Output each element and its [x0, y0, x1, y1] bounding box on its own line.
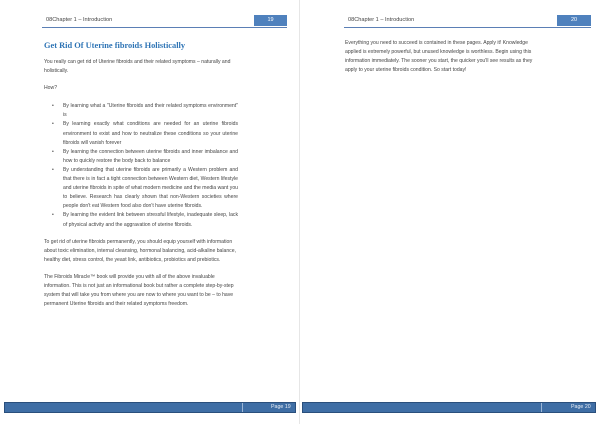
footer-divider — [541, 403, 542, 412]
page-header-text: 08Chapter 1 – Introduction — [348, 17, 415, 23]
page-number-tab: 20 — [557, 15, 591, 26]
how-label: How? — [44, 85, 58, 92]
page-title: Get Rid Of Uterine fibroids Holistically — [44, 41, 186, 50]
page-header-text: 08Chapter 1 – Introduction — [46, 17, 113, 23]
list-item: • By understanding that uterine fibroids are primarily a Western problem and that there is in fact a tight connection between Western diet, Western lifestyle and uterine fibroids in spite of what modern medicine and the media want you to believe. Research has clearly shown that non-Western societies where people don't eat Western food also don't have uterine fibroids. — [52, 166, 238, 210]
page-footer-bar — [302, 402, 596, 413]
header-rule — [344, 27, 591, 28]
closing-paragraph: Everything you need to succeed is contained in these pages. Apply it! Knowledge applied is extremely powerful, but unused knowledge is worthless. Begin using this information immediately. The sooner you start, the quicker you'll see results as they apply to your uterine fibroids condition. So start today! — [345, 40, 533, 74]
right-body — [345, 39, 541, 75]
intro-paragraph: You really can get rid of Uterine fibroids and their related symptoms – naturally and holistically. — [44, 59, 231, 75]
right-page — [300, 0, 600, 424]
page-footer-bar — [4, 402, 296, 413]
footer-page-label: Page 19 — [271, 404, 291, 410]
header-rule — [42, 27, 287, 28]
list-item: • By learning the connection between uterine fibroids and inner imbalance and how to quickly restore the body back to balance — [52, 148, 238, 164]
list-item: • By learning the evident link between stressful lifestyle, inadequate sleep, lack of physical activity and the aggravation of uterine fibroids. — [52, 212, 238, 228]
benefit-list — [44, 102, 238, 229]
page-number-tab: 19 — [254, 15, 287, 26]
footer-page-label: Page 20 — [571, 404, 591, 410]
book-paragraph: The Fibroids Miracle™ book will provide you with all of the above invaluable information. This is not just an informational book but rather a complete step-by-step system that will take you from where you are now to where you want to be – to have permanent Uterine fibroids and their related symptoms freedom. — [44, 273, 234, 308]
footer-divider — [242, 403, 243, 412]
left-body — [44, 58, 238, 309]
list-item: • By learning what a "Uterine fibroids and their related symptoms environment" is — [52, 103, 238, 119]
list-item: • By learning exactly what conditions are needed for an uterine fibroids environment to exist and how to neutralize these conditions so your uterine fibroids will vanish forever — [52, 121, 238, 146]
equip-paragraph: To get rid of uterine fibroids permanently, you should equip yourself with information about toxic elimination, internal cleansing, hormonal balancing, acid-alkaline balance, healthy diet, stress control, the yeast link, antibiotics, probiotics and prebiotics. — [44, 238, 236, 263]
